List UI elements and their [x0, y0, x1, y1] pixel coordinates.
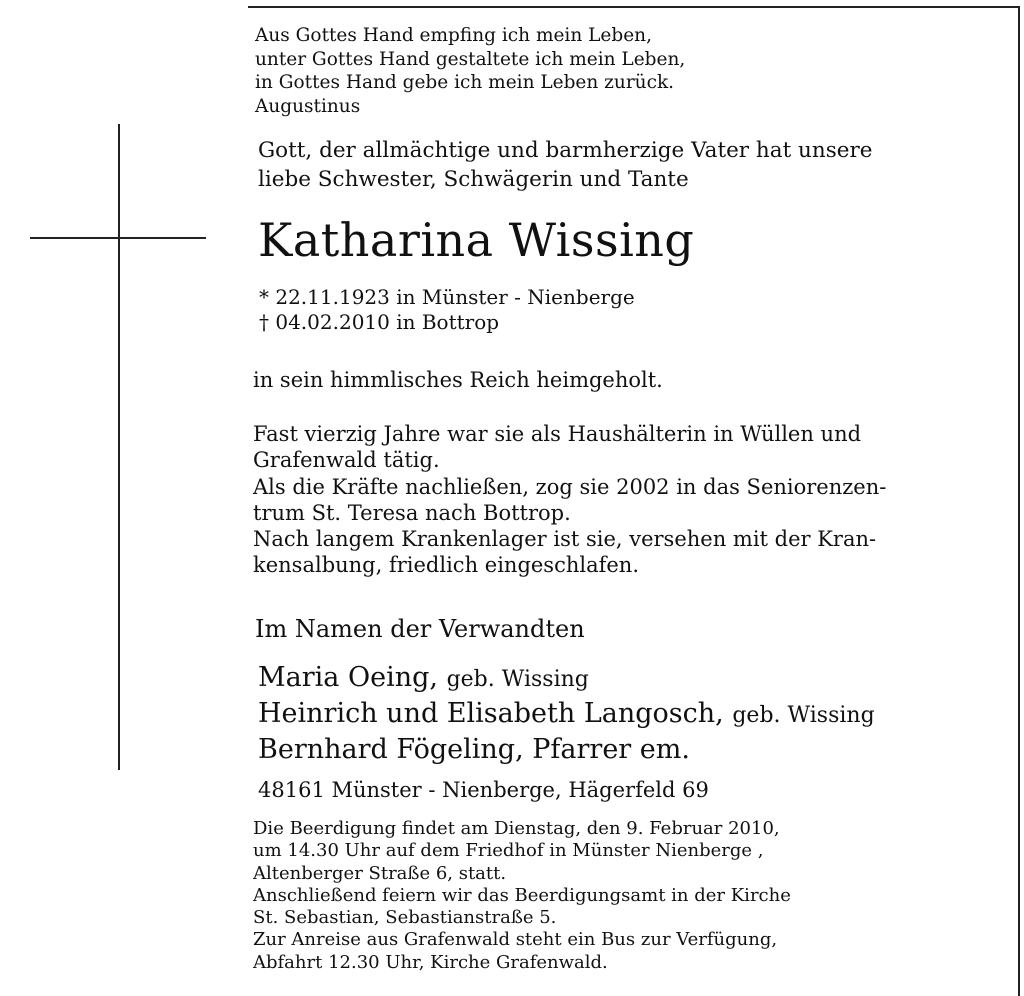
relative-name: Heinrich und Elisabeth Langosch, — [258, 698, 724, 729]
cross-vertical-bar — [118, 124, 120, 770]
frame-top-border — [248, 6, 1020, 8]
funeral-line: St. Sebastian, Sebastianstraße 5. — [253, 907, 557, 929]
intro-text — [258, 136, 873, 194]
death-date: † 04.02.2010 in Bottrop — [259, 310, 500, 334]
quote-line: unter Gottes Hand gestaltete ich mein Leben, — [255, 48, 686, 70]
reich-line: in sein himmlisches Reich heimgeholt. — [253, 368, 663, 392]
frame-right-border — [1018, 6, 1020, 996]
relative-entry — [258, 733, 875, 767]
biography — [253, 421, 886, 579]
life-dates — [259, 285, 635, 335]
cross-horizontal-bar — [30, 237, 206, 239]
mourners-address: 48161 Münster - Nienberge, Hägerfeld 69 — [258, 778, 709, 802]
mourners-heading: Im Namen der Verwandten — [255, 615, 585, 643]
relatives-list — [258, 661, 875, 767]
intro-line: Gott, der allmächtige und barmherzige Vater hat unsere — [258, 138, 873, 163]
funeral-line: Die Beerdigung findet am Dienstag, den 9. Februar 2010, — [253, 818, 780, 839]
quote-author: Augustinus — [255, 95, 361, 117]
relative-name: Bernhard Fögeling, Pfarrer em. — [258, 734, 690, 765]
bible-quote — [255, 24, 685, 118]
relative-entry — [258, 661, 875, 697]
funeral-details — [253, 818, 791, 974]
quote-line: Aus Gottes Hand empfing ich mein Leben, — [255, 25, 652, 46]
bio-line: kensalbung, friedlich eingeschlafen. — [253, 553, 640, 578]
relative-note: geb. Wissing — [446, 667, 589, 692]
funeral-line: Abfahrt 12.30 Uhr, Kirche Grafenwald. — [253, 951, 608, 973]
relative-note: geb. Wissing — [732, 703, 875, 728]
relative-name: Maria Oeing, — [258, 662, 438, 693]
funeral-line: um 14.30 Uhr auf dem Friedhof in Münster Nienberge , — [253, 840, 764, 862]
bio-line: Fast vierzig Jahre war sie als Haushälterin in Wüllen und — [253, 422, 862, 446]
quote-line: in Gottes Hand gebe ich mein Leben zurück. — [255, 72, 675, 93]
deceased-name: Katharina Wissing — [258, 213, 695, 267]
funeral-line: Anschließend feiern wir das Beerdigungsamt in der Kirche — [253, 884, 791, 906]
bio-line: Grafenwald tätig. — [253, 448, 440, 473]
bio-line: Als die Kräfte nachließen, zog sie 2002 in das Seniorenzen- — [253, 474, 887, 499]
bio-line: Nach langem Krankenlager ist sie, versehen mit der Kran- — [253, 527, 877, 552]
birth-date: * 22.11.1923 in Münster - Nienberge — [259, 285, 635, 309]
funeral-line: Zur Anreise aus Grafenwald steht ein Bus zur Verfügung, — [253, 929, 778, 951]
relative-entry — [258, 697, 875, 733]
bio-line: trum St. Teresa nach Bottrop. — [253, 500, 571, 525]
funeral-line: Altenberger Straße 6, statt. — [253, 862, 507, 884]
intro-line: liebe Schwester, Schwägerin und Tante — [258, 167, 689, 192]
